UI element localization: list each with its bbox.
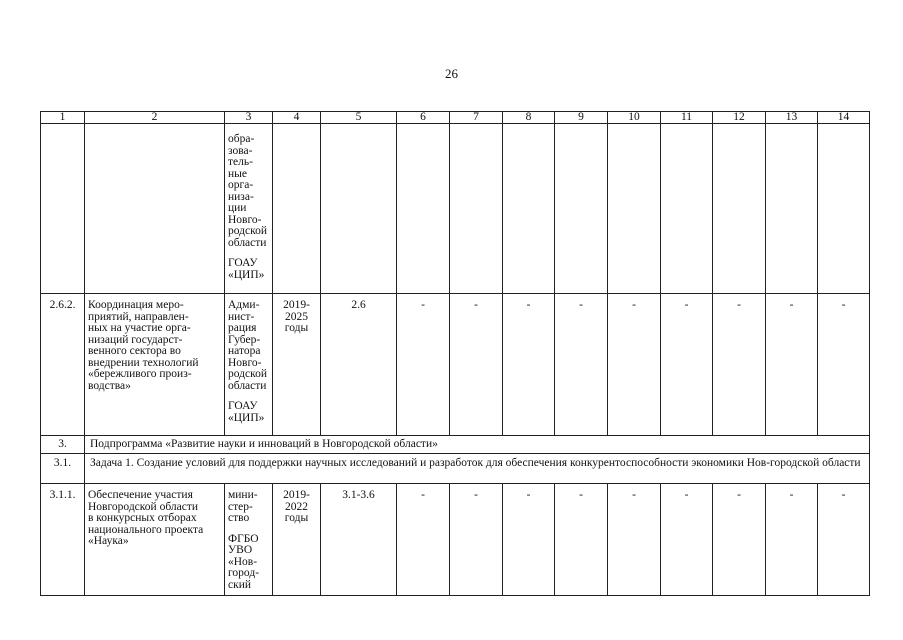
funding-cell: - — [450, 484, 503, 596]
executor-text: ФГБО УВО «Нов- город- ский — [228, 532, 260, 591]
header-cell: 4 — [273, 112, 321, 124]
header-cell: 2 — [85, 112, 225, 124]
task-title: Задача 1. Создание условий для поддержки научных исследований и разработок для обеспечения конкурентоспособности экономики Нов-городской области — [85, 454, 870, 484]
row-number-cell: 3.1.1. — [41, 484, 85, 596]
executor-text: обра- зова- тель- ные орга- низа- ции Новго- родской области — [228, 133, 268, 249]
executor-text: ГОАУ «ЦИП» — [228, 400, 265, 424]
header-cell: 6 — [397, 112, 450, 124]
executor-text: Адми- нист- рация Губер- натора Новго- родской области — [228, 299, 268, 392]
header-cell: 10 — [608, 112, 661, 124]
funding-cell: - — [555, 294, 608, 436]
header-cell: 7 — [450, 112, 503, 124]
header-cell: 12 — [713, 112, 766, 124]
funding-cell: - — [397, 294, 450, 436]
funding-cell: - — [397, 484, 450, 596]
funding-cell: - — [450, 294, 503, 436]
funding-cell: - — [555, 484, 608, 596]
table-row-continuation — [41, 124, 870, 294]
activity-name-cell: Координация меро- приятий, направлен- ных на участие орга- низаций государст- венного сектора во внедрении технологий «бережливого произ- водства» — [85, 294, 225, 436]
activity-name-cell: Обеспечение участия Новгородской области в конкурсных отборах национального проекта «Наука» — [85, 484, 225, 596]
table-row — [41, 294, 870, 436]
executor-text: мини- стер- ство — [228, 489, 258, 524]
years-cell: 2019- 2022 годы — [273, 484, 321, 596]
funding-cell: - — [608, 484, 661, 596]
years-cell: 2019- 2025 годы — [273, 294, 321, 436]
funding-cell: - — [713, 294, 766, 436]
header-cell: 9 — [555, 112, 608, 124]
task-row — [41, 454, 870, 484]
row-number-cell: 3.1. — [41, 454, 85, 484]
header-cell: 5 — [321, 112, 397, 124]
executor-cell — [225, 294, 273, 436]
activity-name-cell — [85, 124, 225, 294]
plan-table — [40, 111, 870, 596]
header-cell: 1 — [41, 112, 85, 124]
subprogram-title: Подпрограмма «Развитие науки и инноваций в Новгородской области» — [85, 436, 870, 454]
table-row — [41, 484, 870, 596]
funding-cell: - — [766, 294, 818, 436]
funding-cell: - — [661, 294, 713, 436]
header-row — [41, 112, 870, 124]
header-cell: 11 — [661, 112, 713, 124]
executor-cell — [225, 124, 273, 294]
funding-cell: - — [818, 294, 870, 436]
page-number: 26 — [445, 66, 458, 81]
funding-cell: - — [503, 294, 555, 436]
funding-cell: - — [766, 484, 818, 596]
row-number-cell — [41, 124, 85, 294]
funding-cell: - — [503, 484, 555, 596]
funding-cell: - — [713, 484, 766, 596]
header-cell: 8 — [503, 112, 555, 124]
funding-cell: - — [608, 294, 661, 436]
target-indicator-cell: 2.6 — [321, 294, 397, 436]
row-number-cell: 3. — [41, 436, 85, 454]
executor-cell — [225, 484, 273, 596]
executor-text: ГОАУ «ЦИП» — [228, 257, 265, 281]
header-cell: 14 — [818, 112, 870, 124]
header-cell: 13 — [766, 112, 818, 124]
funding-cell: - — [661, 484, 713, 596]
funding-cell: - — [818, 484, 870, 596]
target-indicator-cell: 3.1-3.6 — [321, 484, 397, 596]
row-number-cell: 2.6.2. — [41, 294, 85, 436]
subprogram-row — [41, 436, 870, 454]
header-cell: 3 — [225, 112, 273, 124]
